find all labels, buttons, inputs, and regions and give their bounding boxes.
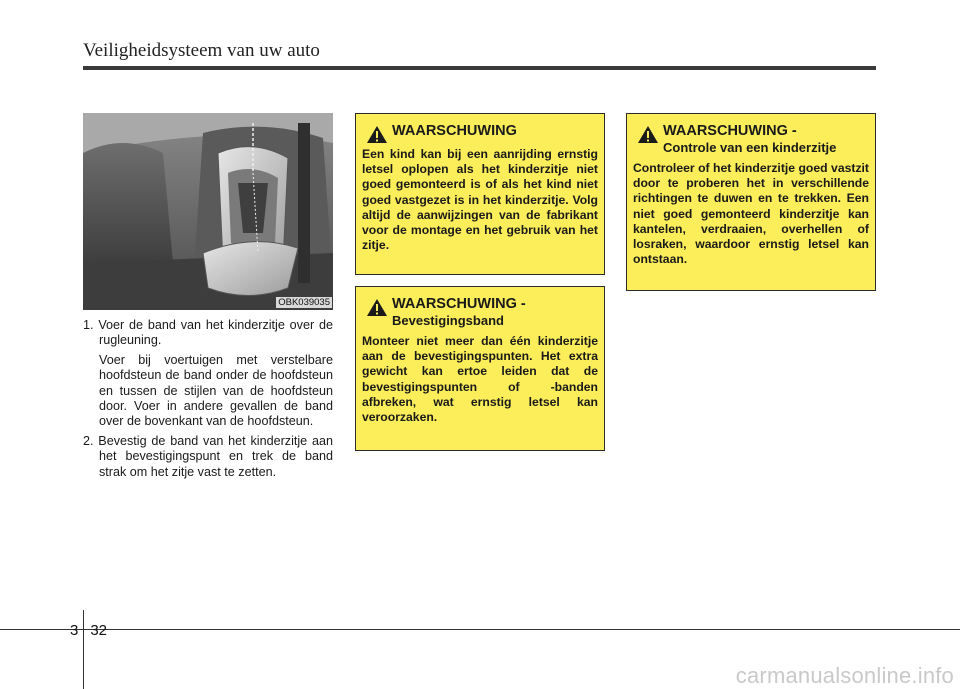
figure-code: OBK039035 xyxy=(278,297,330,308)
header-rule xyxy=(83,66,876,70)
child-seat-illustration xyxy=(83,113,333,310)
warning-box-check xyxy=(626,113,876,291)
footer-horizontal-rule xyxy=(0,629,960,630)
step-1-continued: Voer bij voertuigen met verstelbare hoofdsteun de band onder de hoofdsteun en tussen de stijlen van de hoofdsteun door. Voer in andere gevallen de band over de bovenkant van de hoofdsteun. xyxy=(99,352,333,429)
step-1: 1. Voer de band van het kinderzitje over de rugleuning. xyxy=(83,318,333,348)
warning-subtitle: Controle van een kinderzitje xyxy=(663,140,837,155)
page-number xyxy=(70,622,107,639)
warning-subtitle: Bevestigingsband xyxy=(392,313,504,328)
warning-body: Monteer niet meer dan één kinderzitje aan de bevestigingspunten. Het extra gewicht kan ertoe leiden dat de bevestigingspunten of -banden afbreken, wat ernstig letsel kan veroorzaken. xyxy=(362,334,598,425)
warning-box-general xyxy=(355,113,605,275)
warning-box-tether xyxy=(355,286,605,451)
step-2: 2. Bevestig de band van het kinderzitje aan het bevestigingspunt en trek de band strak om het zitje vast te zetten. xyxy=(83,433,333,479)
warning-title: WAARSCHUWING - xyxy=(392,296,526,312)
warning-triangle-icon xyxy=(366,298,388,317)
page-number-value: 32 xyxy=(90,622,108,639)
warning-triangle-icon xyxy=(637,125,659,144)
warning-triangle-icon xyxy=(366,125,388,144)
warning-body: Een kind kan bij een aanrijding ernstig letsel oplopen als het kinderzitje niet goed gemonteerd is of als het kind niet goed vastgezet is in het kinderzitje. Volg altijd de aanwijzingen van de fabrikant voor de montage en het gebruik van het zitje. xyxy=(362,147,598,253)
section-number: 3 xyxy=(70,622,79,639)
warning-title: WAARSCHUWING xyxy=(392,123,517,139)
watermark: carmanualsonline.info xyxy=(735,663,954,688)
instruction-steps xyxy=(83,318,333,484)
warning-title: WAARSCHUWING - xyxy=(663,123,797,139)
page-header-title: Veiligheidsysteem van uw auto xyxy=(83,40,320,61)
child-seat-photo xyxy=(83,113,333,310)
warning-body: Controleer of het kinderzitje goed vastzit door te proberen het in verschillende richtingen te duwen en te trekken. Een niet goed gemonteerd kinderzitje kan kantelen, verdraaien, overhellen of losraken, waardoor ernstig letsel kan ontstaan. xyxy=(633,161,869,267)
